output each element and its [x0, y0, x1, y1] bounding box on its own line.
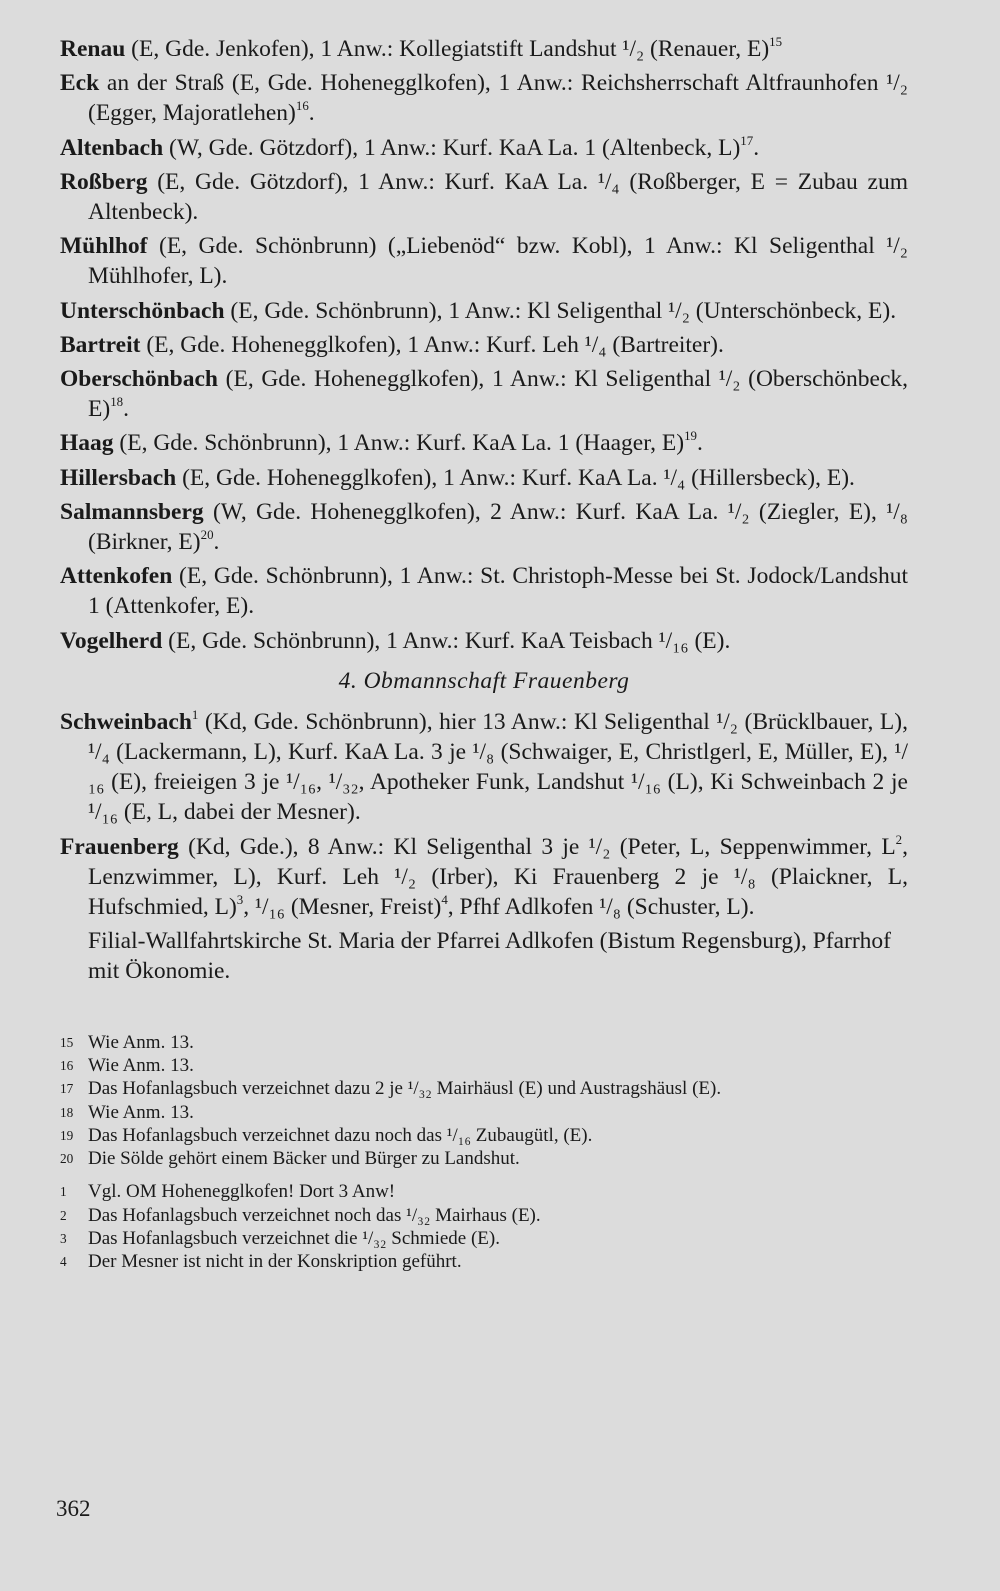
footnote-item — [60, 1101, 908, 1124]
entries-list-top — [60, 34, 908, 656]
entry-item — [60, 167, 908, 227]
entry-text: (W, Gde. Götzdorf), 1 Anw.: Kurf. KaA La. 1 (Altenbeck, L) — [163, 134, 741, 161]
entry-text: (E, Gde. Jenkofen), 1 Anw.: Kollegiatstift Landshut ¹/₂ (Renauer, E) — [125, 36, 770, 62]
footnote-item — [60, 1054, 908, 1077]
entry-item — [60, 296, 908, 326]
footnote-item — [60, 1250, 908, 1273]
entry-name: Hillersbach — [60, 464, 177, 491]
entry-text: (E, Gde. Götzdorf), 1 Anw.: Kurf. KaA La. ¹/₄ (Roßberger, E = Zubau zum Altenbeck). — [88, 168, 908, 226]
footnote-number: 3 — [60, 1231, 67, 1247]
entry-name: Bartreit — [60, 331, 141, 358]
entry-text: (E, Gde. Schönbrunn), 1 Anw.: Kurf. KaA Teisbach ¹/₁₆ (E). — [162, 627, 731, 654]
entry-item — [60, 364, 908, 424]
entry-name: Haag — [60, 430, 114, 457]
footnote-text: Das Hofanlagsbuch verzeichnet die ¹/₃₂ Schmiede (E). — [88, 1228, 500, 1250]
entry-item — [60, 133, 908, 163]
entry-frauenberg — [60, 832, 908, 923]
footnote-ref: 20 — [200, 526, 214, 542]
footnote-text: Wie Anm. 13. — [88, 1054, 194, 1076]
footnote-number: 15 — [60, 1034, 74, 1050]
entry-schweinbach — [60, 707, 908, 828]
footnote-number: 18 — [60, 1104, 74, 1120]
footnote-number: 16 — [60, 1057, 74, 1073]
footnote-text: Wie Anm. 13. — [88, 1101, 194, 1123]
entry-text: an der Straß (E, Gde. Hohenegglkofen), 1 Anw.: Reichsherrschaft Altfraunhofen ¹/₂ (Egger, Majoratlehen) — [88, 70, 908, 127]
footnote-text: Das Hofanlagsbuch verzeichnet noch das ¹/₃₂ Mairhaus (E). — [88, 1204, 541, 1226]
entry-name: Frauenberg — [60, 833, 179, 860]
footnote-text: Der Mesner ist nicht in der Konskription geführt. — [88, 1251, 462, 1273]
footnote-item — [60, 1227, 908, 1250]
footnote-ref: 1 — [191, 706, 199, 722]
entry-item — [60, 330, 908, 360]
entry-text: (E, Gde. Schönbrunn), 1 Anw.: Kurf. KaA La. 1 (Haager, E) — [113, 430, 685, 457]
footnote-text: Vgl. OM Hohenegglkofen! Dort 3 Anw! — [88, 1181, 396, 1203]
footnote-ref: 17 — [740, 132, 754, 148]
footnote-item — [60, 1077, 908, 1100]
footnote-ref: 16 — [295, 98, 309, 114]
footnote-ref: 2 — [895, 831, 903, 847]
footnote-item — [60, 1147, 908, 1170]
entry-item — [60, 428, 908, 458]
footnote-text: Das Hofanlagsbuch verzeichnet dazu noch das ¹/₁₆ Zubaugütl, (E). — [88, 1124, 593, 1146]
entries-list-bottom — [60, 707, 908, 987]
section-title: 4. Obmannschaft Frauenberg — [338, 667, 630, 694]
entry-name: Altenbach — [60, 134, 164, 161]
entry-text: , Pfhf Adlkofen ¹/₈ (Schuster, L). — [447, 894, 755, 921]
footnote-number: 4 — [60, 1254, 67, 1270]
entry-name: Roßberg — [60, 168, 148, 195]
entry-text: (Kd, Gde.), 8 Anw.: Kl Seligenthal 3 je ¹/₂ (Peter, L, Seppenwimmer, L — [178, 833, 896, 860]
footnote-ref: 18 — [110, 394, 124, 410]
entry-text: (E, Gde. Hohenegglkofen), 1 Anw.: Kurf. Leh ¹/₄ (Bartreiter). — [140, 331, 724, 358]
entry-item — [60, 497, 908, 557]
footnotes-block-a — [60, 1031, 908, 1171]
footnote-text: Das Hofanlagsbuch verzeichnet dazu 2 je ¹/₃₂ Mairhäusl (E) und Austragshäusl (E). — [88, 1078, 722, 1100]
entry-name: Attenkofen — [60, 563, 173, 590]
entry-tail: . — [308, 100, 315, 127]
entry-text: (E, Gde. Schönbrunn), 1 Anw.: Kl Seligenthal ¹/₂ (Unterschönbeck, E). — [224, 297, 897, 324]
entry-tail: . — [753, 134, 760, 161]
footnote-ref: 4 — [441, 891, 448, 907]
entry-text: (E, Gde. Schönbrunn), 1 Anw.: St. Christoph-Messe bei St. Jodock/Landshut 1 (Attenkofer, E). — [88, 563, 908, 620]
entry-item — [60, 231, 908, 291]
footnotes-block-b — [60, 1180, 908, 1273]
entry-tail: . — [696, 430, 703, 457]
footnote-ref: 3 — [236, 891, 244, 907]
entry-name: Vogelherd — [60, 627, 163, 654]
footnote-number: 1 — [60, 1184, 67, 1200]
entry-name: Unterschönbach — [60, 297, 225, 324]
footnotes — [60, 1031, 908, 1274]
entry-name: Eck — [60, 70, 100, 97]
entry-item — [60, 34, 908, 64]
footnote-ref: 19 — [684, 428, 697, 444]
entry-text: , ¹/₁₆ (Mesner, Freist) — [243, 894, 442, 921]
entry-text: , Lenzwimmer, L), Kurf. Leh ¹/₂ (Irber), Ki Frauenberg 2 je ¹/₈ (Plaickner, L, Hufschmied, L) — [88, 833, 908, 921]
entry-name: Schweinbach — [60, 708, 192, 735]
footnote-item — [60, 1031, 908, 1054]
footnote-text: Wie Anm. 13. — [88, 1031, 194, 1053]
entry-text: (E, Gde. Schönbrunn) („Liebenöd“ bzw. Kobl), 1 Anw.: Kl Seligenthal ¹/₂ Mühlhofer, L). — [88, 233, 908, 290]
entry-tail: . — [213, 529, 220, 556]
entry-text: (E, Gde. Hohenegglkofen), 1 Anw.: Kurf. KaA La. ¹/₄ (Hillersbeck), E). — [176, 464, 855, 491]
entry-item — [60, 561, 908, 621]
entry-tail: . — [123, 396, 129, 423]
entry-item — [60, 626, 908, 656]
entry-text: (E, Gde. Hohenegglkofen), 1 Anw.: Kl Seligenthal ¹/₂ (Oberschönbeck, E) — [88, 366, 908, 423]
footnote-number: 17 — [60, 1081, 74, 1097]
entry-name: Salmannsberg — [60, 498, 204, 525]
entry-item — [60, 463, 908, 493]
entry-item — [60, 68, 908, 128]
entry-name: Mühlhof — [60, 233, 148, 260]
footnote-number: 20 — [60, 1151, 74, 1167]
footnote-ref: 15 — [769, 33, 783, 49]
footnote-number: 19 — [60, 1127, 74, 1143]
footnote-text: Die Sölde gehört einem Bäcker und Bürger zu Landshut. — [88, 1148, 520, 1170]
entry-name: Oberschönbach — [60, 366, 218, 393]
entry-subtext: Filial-Wallfahrtskirche St. Maria der Pfarrei Adlkofen (Bistum Regensburg), Pfarrhof mit Ökonomie. — [88, 928, 892, 985]
footnote-item — [60, 1204, 908, 1227]
entry-name: Renau — [60, 36, 126, 62]
footnote-number: 2 — [60, 1207, 67, 1223]
entry-text: (W, Gde. Hohenegglkofen), 2 Anw.: Kurf. KaA La. ¹/₂ (Ziegler, E), ¹/₈ (Birkner, E) — [88, 498, 908, 556]
footnote-item — [60, 1124, 908, 1147]
entry-text: (Kd, Gde. Schönbrunn), hier 13 Anw.: Kl Seligenthal ¹/₂ (Brücklbauer, L), ¹/₄ (Lackermann, L), Kurf. KaA La. 3 je ¹/₈ (Schwaiger, E, Christlgerl, E, Müller, E), ¹/₁₆ (E), freieigen 3 je ¹/₁₆, ¹/₃₂, Apotheker Funk, Landshut ¹/₁₆ (L), Ki Schweinbach 2 je ¹/₁₆ (E, L, dabei der Mesner). — [88, 708, 908, 826]
page-number: 362 — [56, 1496, 91, 1521]
footnote-item — [60, 1180, 908, 1203]
